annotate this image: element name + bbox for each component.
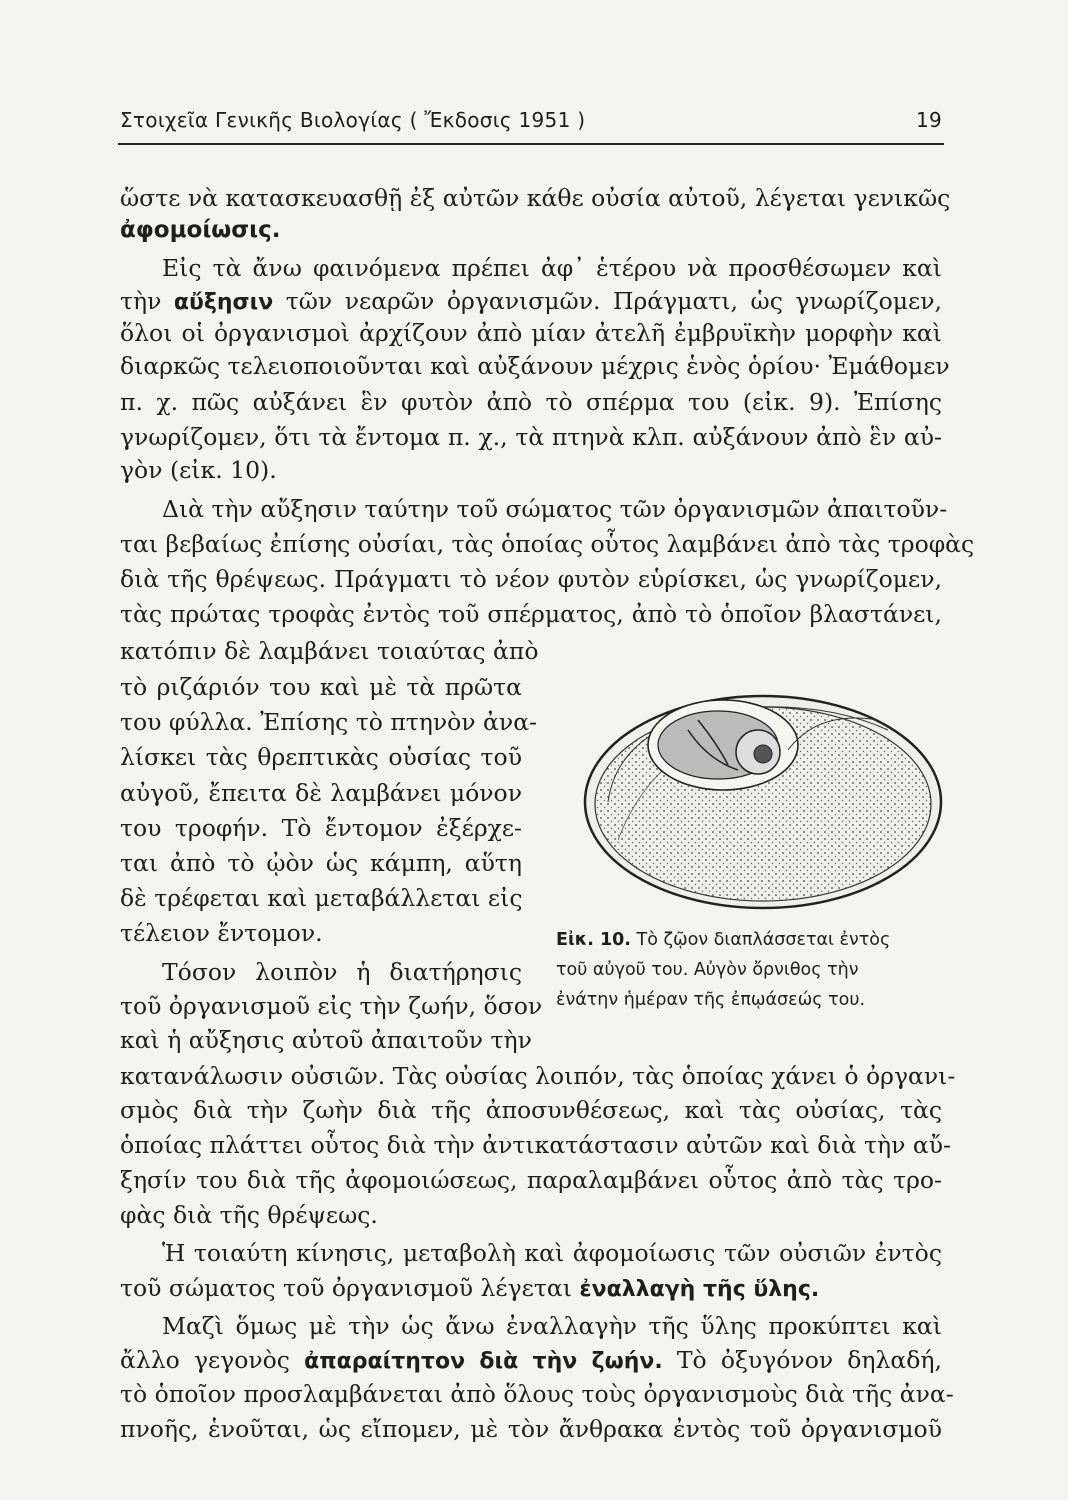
- caption-rest: Τὸ ζῷον διαπλάσσεται ἐντὸς: [636, 930, 891, 950]
- text-line: π. χ. πῶς αὐξάνει ἓν φυτὸν ἀπὸ τὸ σπέρμα του (εἰκ. 9). Ἐπίσης: [120, 388, 942, 416]
- header-title: Στοιχεῖα Γενικῆς Βιολογίας ( Ἔκδοσις 1951 ): [120, 108, 586, 132]
- text-span: Τὸ ὀξυγόνον δηλαδή,: [676, 1346, 942, 1374]
- header-rule: [118, 143, 944, 145]
- text-line: [120, 285, 942, 319]
- text-line: ται ἀπὸ τὸ ᾠὸν ὡς κάμπη, αὕτη: [120, 849, 522, 877]
- text-line: [120, 1272, 942, 1306]
- text-span: ἄλλο γεγονὸς: [120, 1346, 290, 1374]
- text-line: γὸν (εἰκ. 10).: [120, 456, 277, 484]
- text-line: πνοῆς, ἑνοῦται, ὡς εἴπομεν, μὲ τὸν ἄνθρακα ἐντὸς τοῦ ὀργανισμοῦ: [120, 1415, 942, 1443]
- text-line: γνωρίζομεν, ὅτι τὰ ἔντομα π. χ., τὰ πτηνὰ κλπ. αὐξάνουν ἀπὸ ἓν αὐ-: [120, 423, 942, 451]
- term-assimilation: ἀφομοίωσις.: [120, 217, 281, 243]
- text-line: κατόπιν δὲ λαμβάνει τοιαύτας ἀπὸ: [120, 637, 539, 665]
- text-line: τοῦ ὀργανισμοῦ εἰς τὴν ζωήν, ὅσον: [120, 992, 543, 1020]
- text-line: [120, 1344, 942, 1378]
- text-line: Εἰς τὰ ἄνω φαινόμενα πρέπει ἀφ᾽ ἑτέρου νὰ προσθέσωμεν καὶ: [162, 254, 942, 282]
- text-line: τὸ ὁποῖον προσλαμβάνεται ἀπὸ ὅλους τοὺς ὀργανισμοὺς διὰ τῆς ἀνα-: [120, 1380, 954, 1408]
- text-span: τῶν νεαρῶν ὀργανισμῶν. Πράγματι, ὡς γνωρίζομεν,: [285, 287, 942, 315]
- running-header: [120, 108, 942, 132]
- embryo-eye: [754, 745, 772, 763]
- text-line: καὶ ἡ αὔξησις αὐτοῦ ἀπαιτοῦν τὴν: [120, 1026, 532, 1054]
- text-line: του φύλλα. Ἐπίσης τὸ πτηνὸν ἀνα-: [120, 708, 537, 736]
- text-line: κατανάλωσιν οὐσιῶν. Τὰς οὐσίας λοιπόν, τὰς ὁποίας χάνει ὁ ὀργανι-: [120, 1062, 956, 1090]
- text-line: ὅλοι οἱ ὀργανισμοὶ ἀρχίζουν ἀπὸ μίαν ἀτελῆ ἐμβρυϊκὴν μορφὴν καὶ: [120, 319, 942, 347]
- figure-caption-line: [556, 925, 948, 955]
- text-line: τὸ ριζάριόν του καὶ μὲ τὰ πρῶτα: [120, 673, 522, 701]
- text-span: τοῦ σώματος τοῦ ὀργανισμοῦ λέγεται: [120, 1274, 572, 1302]
- text-line: του τροφήν. Τὸ ἔντομον ἐξέρχε-: [120, 814, 522, 842]
- text-span: τὴν: [120, 287, 162, 315]
- term-growth: αὔξησιν: [173, 290, 274, 315]
- term-essential-for-life: ἀπαραίτητον διὰ τὴν ζωήν.: [304, 1349, 663, 1374]
- text-line: τέλειον ἔντομον.: [120, 919, 323, 947]
- text-line: φὰς διὰ τῆς θρέψεως.: [120, 1201, 378, 1229]
- text-line: δὲ τρέφεται καὶ μεταβάλλεται εἰς: [120, 884, 523, 912]
- text-line: Τόσον λοιπὸν ἡ διατήρησις: [162, 958, 522, 986]
- text-line: διαρκῶς τελειοποιοῦνται καὶ αὐξάνουν μέχρις ἑνὸς ὁρίου· Ἐμάθομεν: [120, 352, 950, 380]
- figure-caption-line: ἐνάτην ἡμέραν τῆς ἐπῳάσεώς του.: [556, 990, 866, 1010]
- text-line: Διὰ τὴν αὔξησιν ταύτην τοῦ σώματος τῶν ὀργανισμῶν ἀπαιτοῦν-: [162, 495, 948, 523]
- page-number: 19: [915, 108, 942, 132]
- figure-label: Εἰκ. 10.: [556, 930, 631, 950]
- term-metabolism: ἐναλλαγὴ τῆς ὕλης.: [579, 1277, 820, 1302]
- text-line: Μαζὶ ὅμως μὲ τὴν ὡς ἄνω ἐναλλαγὴν τῆς ὕλης προκύπτει καὶ: [162, 1312, 942, 1340]
- text-line: λίσκει τὰς θρεπτικὰς οὐσίας τοῦ: [120, 743, 522, 771]
- text-line: αὐγοῦ, ἔπειτα δὲ λαμβάνει μόνον: [120, 779, 522, 807]
- text-line: σμὸς διὰ τὴν ζωὴν διὰ τῆς ἀποσυνθέσεως, καὶ τὰς οὐσίας, τὰς: [120, 1096, 942, 1124]
- text-line: ὁποίας πλάττει οὗτος διὰ τὴν ἀντικατάστασιν αὐτῶν καὶ διὰ τὴν αὔ-: [120, 1131, 951, 1159]
- text-line: Ἡ τοιαύτη κίνησις, μεταβολὴ καὶ ἀφομοίωσις τῶν οὐσιῶν ἐντὸς: [162, 1239, 942, 1267]
- egg-embryo-illustration: [578, 690, 948, 915]
- text-line: ται βεβαίως ἐπίσης οὐσίαι, τὰς ὁποίας οὗτος λαμβάνει ἀπὸ τὰς τροφὰς: [120, 530, 975, 558]
- text-line: ξησίν του διὰ τῆς ἀφομοιώσεως, παραλαμβάνει οὗτος ἀπὸ τὰς τρο-: [120, 1166, 942, 1194]
- text-line: ὥστε νὰ κατασκευασθῇ ἐξ αὐτῶν κάθε οὐσία αὐτοῦ, λέγεται γενικῶς: [120, 184, 951, 212]
- text-line: διὰ τῆς θρέψεως. Πράγματι τὸ νέον φυτὸν εὑρίσκει, ὡς γνωρίζομεν,: [120, 565, 942, 593]
- text-line: τὰς πρώτας τροφὰς ἐντὸς τοῦ σπέρματος, ἀπὸ τὸ ὁποῖον βλαστάνει,: [120, 600, 942, 628]
- figure-caption-line: τοῦ αὐγοῦ του. Αὐγὸν ὄρνιθος τὴν: [556, 960, 859, 980]
